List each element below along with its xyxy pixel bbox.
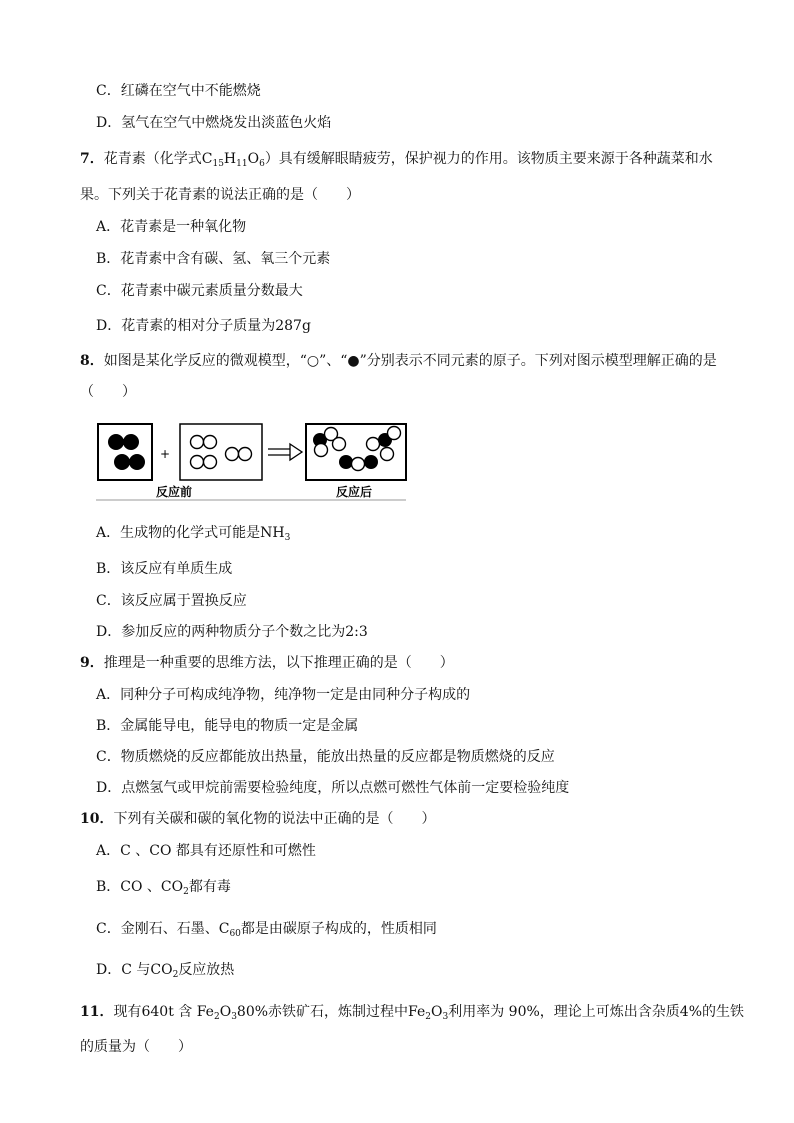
reactant-box-1 (98, 424, 152, 480)
q8-option-a (96, 524, 290, 542)
q8-stem-text: 如图是某化学反应的微观模型，“○”、“●”分别表示不同元素的原子。下列对图示模型理解正确的是 (103, 353, 717, 369)
q7-formula: $C_{15}H_{11}O_6$ (201, 151, 265, 169)
q11-stem-b: O (219, 1004, 232, 1020)
q7-option-c: C．花青素中碳元素质量分数最大 (96, 283, 303, 299)
q10-option-d-post: 反应放热 (178, 962, 235, 978)
black-atom (123, 434, 139, 450)
q7-option-b: B．花青素中含有碳、氢、氧三个元素 (96, 251, 331, 267)
reaction-arrow (268, 444, 302, 460)
white-atom (204, 436, 217, 449)
q7-stem-pre: 花青素（化学式 (103, 151, 202, 167)
q10-option-b-post: 都有毒 (188, 879, 231, 895)
q9-number: 9． (80, 655, 104, 671)
q7-number: 7． (80, 151, 104, 167)
subscript: 60 (229, 929, 241, 939)
q9-option-d: D．点燃氢气或甲烷前需要检验纯度，所以点燃可燃性气体前一定要检验纯度 (96, 780, 570, 796)
q9-option-c: C．物质燃烧的反应都能放出热量，能放出热量的反应都是物质燃烧的反应 (96, 749, 555, 765)
plus-sign: + (160, 447, 171, 461)
subscript: 2 (183, 887, 189, 897)
black-atom (114, 454, 130, 470)
white-atom (191, 456, 204, 469)
q10-option-a: A．C 、CO 都具有还原性和可燃性 (96, 843, 316, 859)
q11-number: 11． (80, 1004, 114, 1020)
white-atom (191, 436, 204, 449)
q8-option-b: B．该反应有单质生成 (96, 561, 233, 577)
white-atom (239, 448, 252, 461)
q7-stem-post: ）具有缓解眼睛疲劳，保护视力的作用。该物质主要来源于各种蔬菜和水 (264, 151, 713, 167)
subscript: 3 (442, 1012, 449, 1022)
q10-option-d-pre: D．C 与CO (96, 962, 173, 978)
black-atom (339, 455, 353, 469)
q7-option-a: A．花青素是一种氧化物 (96, 219, 247, 235)
q8-option-d: D．参加反应的两种物质分子个数之比为2:3 (96, 624, 368, 640)
q10-option-c (96, 920, 437, 938)
q11-stem-e: 利用率为 90%，理论上可炼出含杂质4%的生铁 (448, 1004, 745, 1020)
q7-stem-line2: 果。下列关于花青素的说法正确的是（ ） (80, 187, 360, 203)
q9-stem-text: 推理是一种重要的思维方法，以下推理正确的是（ ） (103, 655, 454, 671)
q8-number: 8． (80, 353, 104, 369)
white-atom (204, 456, 217, 469)
label-before-reaction: 反应前 (156, 485, 193, 499)
q9-option-b: B．金属能导电，能导电的物质一定是金属 (96, 718, 359, 734)
q10-number: 10． (80, 811, 114, 827)
subscript: 2 (172, 970, 179, 980)
q7-option-d: D．花青素的相对分子质量为287g (96, 318, 311, 334)
q10-stem-text: 下列有关碳和碳的氧化物的说法中正确的是（ ） (113, 811, 436, 827)
q11-stem-line2: 的质量为（ ） (80, 1039, 192, 1055)
black-atom (364, 455, 378, 469)
q11-stem-c: 80%赤铁矿石，炼制过程中Fe (236, 1004, 426, 1020)
white-atom (352, 458, 365, 471)
q8-option-c: C．该反应属于置换反应 (96, 593, 247, 609)
q10-option-b-pre: B．CO 、CO (96, 879, 184, 895)
black-atom (108, 434, 124, 450)
q8-stem (80, 352, 717, 370)
white-atom (367, 438, 380, 451)
q8-option-a-text: A．生成物的化学式可能是NH (96, 525, 285, 541)
q10-option-c-pre: C．金刚石、石墨、C (96, 921, 230, 937)
label-after-reaction: 反应后 (336, 485, 373, 499)
reaction-model-diagram (96, 420, 416, 510)
subscript: 2 (213, 1012, 220, 1022)
q11-stem (80, 1003, 744, 1021)
q11-stem-a: 现有640t 含 Fe (113, 1004, 214, 1020)
q11-stem-d: O (431, 1004, 443, 1020)
white-atom (333, 438, 346, 451)
subscript: 2 (425, 1012, 432, 1022)
subscript: 3 (284, 533, 291, 543)
white-atom (315, 444, 328, 457)
q6-option-c: C．红磷在空气中不能燃烧 (96, 83, 261, 99)
q6-option-d: D．氢气在空气中燃烧发出淡蓝色火焰 (96, 115, 332, 131)
q10-stem (80, 810, 435, 828)
q10-option-d (96, 961, 234, 979)
white-atom (388, 427, 401, 440)
white-atom (381, 448, 394, 461)
q7-stem (80, 150, 713, 168)
white-atom (226, 448, 239, 461)
q9-stem (80, 654, 454, 672)
black-atom (129, 454, 145, 470)
q10-option-c-post: 都是由碳原子构成的，性质相同 (240, 921, 437, 937)
subscript: 3 (231, 1012, 237, 1022)
q9-option-a: A．同种分子可构成纯净物，纯净物一定是由同种分子构成的 (96, 687, 471, 703)
q8-stem-line2: （ ） (80, 384, 136, 400)
q10-option-b (96, 878, 231, 896)
